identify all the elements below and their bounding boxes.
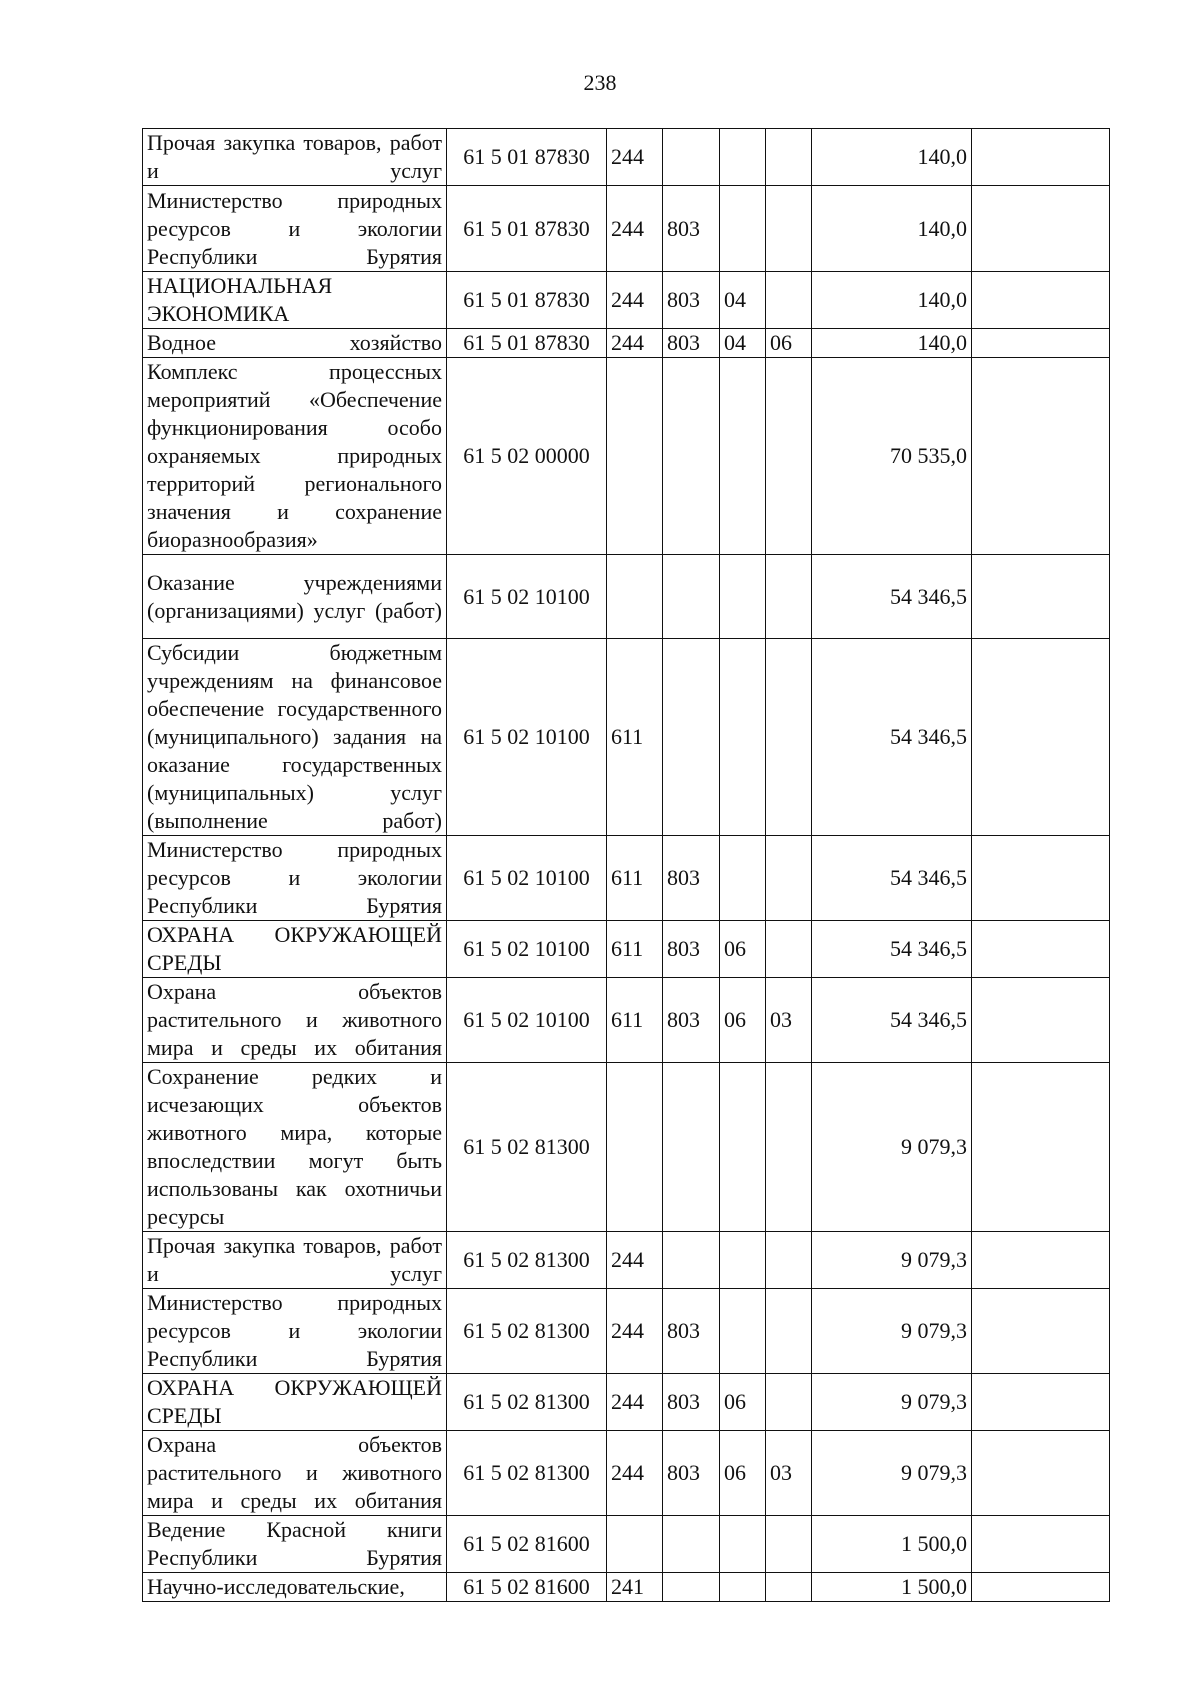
table-row: [143, 358, 1110, 555]
ministry-code-cell: 803: [663, 836, 720, 921]
empty-cell: [972, 1063, 1110, 1232]
row-name-cell: Оказание учреждениями (организациями) услуг (работ): [143, 555, 447, 639]
ministry-code-cell: 803: [663, 1431, 720, 1516]
amount-cell: 9 079,3: [812, 1289, 972, 1374]
empty-cell: [972, 836, 1110, 921]
empty-cell: [972, 639, 1110, 836]
table-row: [143, 836, 1110, 921]
section-code-cell: 06: [720, 921, 766, 978]
section-code-cell: 04: [720, 329, 766, 358]
ministry-code-cell: 803: [663, 272, 720, 329]
row-name-cell: Прочая закупка товаров, работ и услуг: [143, 129, 447, 186]
empty-cell: [972, 129, 1110, 186]
table-row: [143, 1232, 1110, 1289]
section-code-cell: [720, 555, 766, 639]
section-code-cell: [720, 358, 766, 555]
amount-cell: 1 500,0: [812, 1516, 972, 1573]
ministry-code-cell: 803: [663, 1374, 720, 1431]
subsection-code-cell: [766, 186, 812, 272]
target-code-cell: 61 5 01 87830: [447, 329, 607, 358]
section-code-cell: [720, 1516, 766, 1573]
target-code-cell: 61 5 02 81300: [447, 1063, 607, 1232]
expense-type-cell: [607, 1063, 663, 1232]
row-name-cell: Комплекс процессных мероприятий «Обеспечение функционирования особо охраняемых природных территорий регионального значения и сохранение биоразнообразия»: [143, 358, 447, 555]
amount-cell: 9 079,3: [812, 1374, 972, 1431]
row-name-cell: ОХРАНА ОКРУЖАЮЩЕЙ СРЕДЫ: [143, 921, 447, 978]
empty-cell: [972, 1431, 1110, 1516]
subsection-code-cell: [766, 921, 812, 978]
empty-cell: [972, 1232, 1110, 1289]
expense-type-cell: 611: [607, 921, 663, 978]
expense-type-cell: 244: [607, 186, 663, 272]
target-code-cell: 61 5 02 81600: [447, 1573, 607, 1602]
row-name-cell: Водное хозяйство: [143, 329, 447, 358]
amount-cell: 54 346,5: [812, 639, 972, 836]
target-code-cell: 61 5 02 10100: [447, 639, 607, 836]
section-code-cell: [720, 836, 766, 921]
empty-cell: [972, 358, 1110, 555]
table-row: [143, 921, 1110, 978]
expense-type-cell: 241: [607, 1573, 663, 1602]
empty-cell: [972, 1289, 1110, 1374]
subsection-code-cell: [766, 272, 812, 329]
target-code-cell: 61 5 02 10100: [447, 836, 607, 921]
ministry-code-cell: [663, 555, 720, 639]
expense-type-cell: 244: [607, 1374, 663, 1431]
table-row: [143, 978, 1110, 1063]
amount-cell: 9 079,3: [812, 1232, 972, 1289]
section-code-cell: 06: [720, 978, 766, 1063]
expense-type-cell: 611: [607, 639, 663, 836]
subsection-code-cell: [766, 1232, 812, 1289]
table-row: [143, 1374, 1110, 1431]
table-row: [143, 1516, 1110, 1573]
table-body: [143, 129, 1110, 1602]
ministry-code-cell: [663, 639, 720, 836]
ministry-code-cell: 803: [663, 329, 720, 358]
row-name-cell: Субсидии бюджетным учреждениям на финансовое обеспечение государственного (муниципального) задания на оказание государственных (муниципальных) услуг (выполнение работ): [143, 639, 447, 836]
ministry-code-cell: [663, 358, 720, 555]
row-name-cell: Охрана объектов растительного и животного мира и среды их обитания: [143, 978, 447, 1063]
row-name-cell: Охрана объектов растительного и животного мира и среды их обитания: [143, 1431, 447, 1516]
expense-type-cell: 611: [607, 836, 663, 921]
amount-cell: 54 346,5: [812, 555, 972, 639]
table-row: [143, 186, 1110, 272]
subsection-code-cell: [766, 358, 812, 555]
amount-cell: 1 500,0: [812, 1573, 972, 1602]
ministry-code-cell: 803: [663, 978, 720, 1063]
amount-cell: 54 346,5: [812, 978, 972, 1063]
section-code-cell: [720, 129, 766, 186]
section-code-cell: [720, 1289, 766, 1374]
empty-cell: [972, 329, 1110, 358]
row-name-cell: Министерство природных ресурсов и экологии Республики Бурятия: [143, 836, 447, 921]
amount-cell: 140,0: [812, 329, 972, 358]
target-code-cell: 61 5 02 81300: [447, 1289, 607, 1374]
row-name-cell: Научно-исследовательские,: [143, 1573, 447, 1602]
row-name-cell: ОХРАНА ОКРУЖАЮЩЕЙ СРЕДЫ: [143, 1374, 447, 1431]
subsection-code-cell: [766, 1063, 812, 1232]
subsection-code-cell: 03: [766, 978, 812, 1063]
target-code-cell: 61 5 02 81300: [447, 1431, 607, 1516]
amount-cell: 9 079,3: [812, 1063, 972, 1232]
empty-cell: [972, 978, 1110, 1063]
target-code-cell: 61 5 01 87830: [447, 186, 607, 272]
empty-cell: [972, 1374, 1110, 1431]
empty-cell: [972, 921, 1110, 978]
section-code-cell: [720, 1573, 766, 1602]
ministry-code-cell: [663, 1573, 720, 1602]
ministry-code-cell: [663, 1516, 720, 1573]
expense-type-cell: 244: [607, 272, 663, 329]
section-code-cell: 06: [720, 1431, 766, 1516]
subsection-code-cell: [766, 1289, 812, 1374]
expense-type-cell: 244: [607, 1289, 663, 1374]
row-name-cell: Прочая закупка товаров, работ и услуг: [143, 1232, 447, 1289]
table-row: [143, 1289, 1110, 1374]
subsection-code-cell: [766, 129, 812, 186]
subsection-code-cell: [766, 1374, 812, 1431]
table-row: [143, 129, 1110, 186]
section-code-cell: [720, 1063, 766, 1232]
expense-type-cell: 244: [607, 1232, 663, 1289]
target-code-cell: 61 5 02 81300: [447, 1232, 607, 1289]
target-code-cell: 61 5 02 81300: [447, 1374, 607, 1431]
subsection-code-cell: 06: [766, 329, 812, 358]
expense-type-cell: 244: [607, 1431, 663, 1516]
ministry-code-cell: [663, 1063, 720, 1232]
row-name-cell: НАЦИОНАЛЬНАЯ ЭКОНОМИКА: [143, 272, 447, 329]
section-code-cell: [720, 639, 766, 836]
empty-cell: [972, 272, 1110, 329]
empty-cell: [972, 555, 1110, 639]
empty-cell: [972, 1573, 1110, 1602]
ministry-code-cell: [663, 129, 720, 186]
subsection-code-cell: [766, 836, 812, 921]
target-code-cell: 61 5 02 81600: [447, 1516, 607, 1573]
section-code-cell: 06: [720, 1374, 766, 1431]
table-row: [143, 272, 1110, 329]
amount-cell: 54 346,5: [812, 836, 972, 921]
subsection-code-cell: [766, 555, 812, 639]
target-code-cell: 61 5 02 10100: [447, 555, 607, 639]
amount-cell: 140,0: [812, 272, 972, 329]
expense-type-cell: 244: [607, 329, 663, 358]
target-code-cell: 61 5 02 00000: [447, 358, 607, 555]
row-name-cell: Министерство природных ресурсов и экологии Республики Бурятия: [143, 1289, 447, 1374]
expense-type-cell: [607, 358, 663, 555]
table-row: [143, 555, 1110, 639]
target-code-cell: 61 5 02 10100: [447, 921, 607, 978]
row-name-cell: Ведение Красной книги Республики Бурятия: [143, 1516, 447, 1573]
expense-type-cell: 244: [607, 129, 663, 186]
section-code-cell: 04: [720, 272, 766, 329]
expense-type-cell: [607, 555, 663, 639]
amount-cell: 70 535,0: [812, 358, 972, 555]
target-code-cell: 61 5 02 10100: [447, 978, 607, 1063]
ministry-code-cell: 803: [663, 921, 720, 978]
ministry-code-cell: 803: [663, 186, 720, 272]
amount-cell: 54 346,5: [812, 921, 972, 978]
target-code-cell: 61 5 01 87830: [447, 272, 607, 329]
subsection-code-cell: [766, 1516, 812, 1573]
empty-cell: [972, 1516, 1110, 1573]
amount-cell: 140,0: [812, 186, 972, 272]
amount-cell: 9 079,3: [812, 1431, 972, 1516]
subsection-code-cell: 03: [766, 1431, 812, 1516]
ministry-code-cell: 803: [663, 1289, 720, 1374]
table-row: [143, 1431, 1110, 1516]
row-name-cell: Министерство природных ресурсов и экологии Республики Бурятия: [143, 186, 447, 272]
expense-type-cell: 611: [607, 978, 663, 1063]
empty-cell: [972, 186, 1110, 272]
amount-cell: 140,0: [812, 129, 972, 186]
section-code-cell: [720, 186, 766, 272]
table-row: [143, 1063, 1110, 1232]
table-row: [143, 329, 1110, 358]
target-code-cell: 61 5 01 87830: [447, 129, 607, 186]
table-row: [143, 1573, 1110, 1602]
page-number: 238: [583, 70, 617, 95]
ministry-code-cell: [663, 1232, 720, 1289]
table-row: [143, 639, 1110, 836]
section-code-cell: [720, 1232, 766, 1289]
row-name-cell: Сохранение редких и исчезающих объектов животного мира, которые впоследствии могут быть использованы как охотничьи ресурсы: [143, 1063, 447, 1232]
expense-type-cell: [607, 1516, 663, 1573]
subsection-code-cell: [766, 639, 812, 836]
subsection-code-cell: [766, 1573, 812, 1602]
budget-table: [142, 128, 1110, 1602]
